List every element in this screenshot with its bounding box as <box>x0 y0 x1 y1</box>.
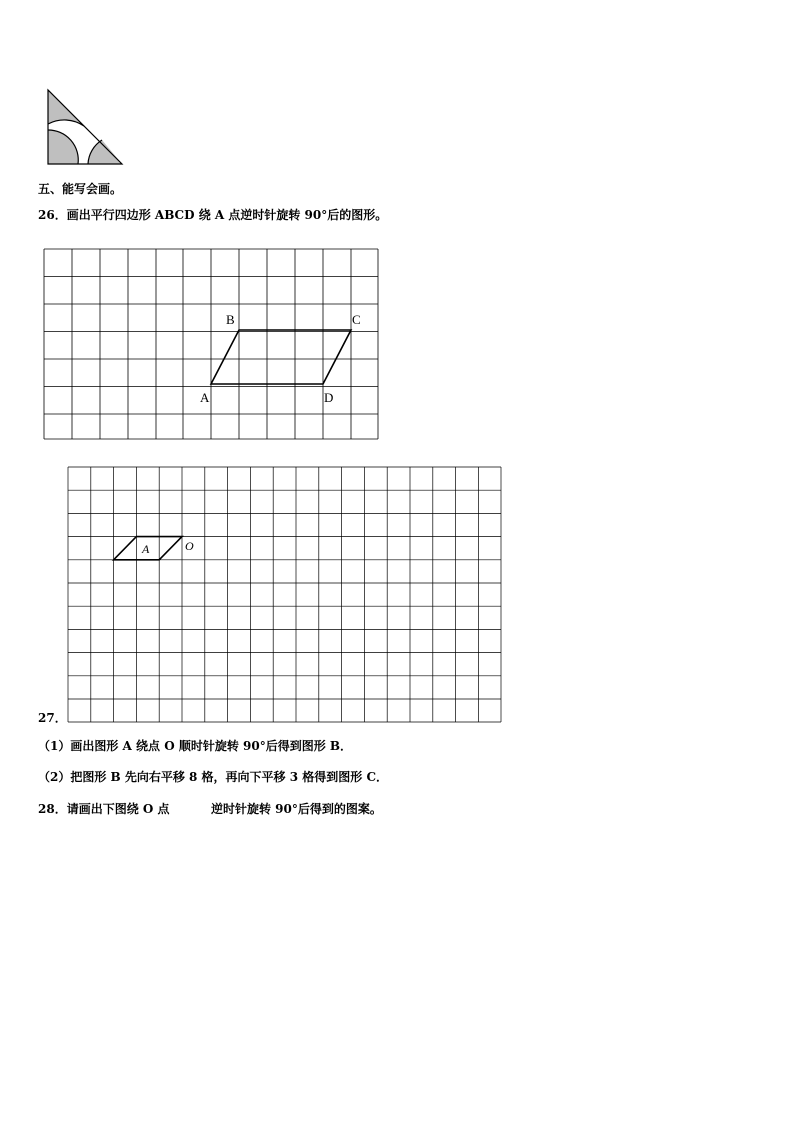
point-o-label: O <box>185 539 194 553</box>
label-b: B <box>226 312 235 327</box>
q26-grid-lines <box>44 249 378 439</box>
shape-a-label: A <box>142 542 150 556</box>
question-27-number: 27． <box>38 711 67 725</box>
q26-grid-figure <box>40 244 385 444</box>
label-c: C <box>352 312 361 327</box>
question-28-text-part1: 28．请画出下图绕 O 点 <box>38 802 170 816</box>
question-27-sub1: （1）画出图形 A 绕点 O 顺时针旋转 90°后得到图形 B． <box>38 739 353 753</box>
section-heading: 五、能写会画。 <box>38 182 123 196</box>
q27-grid-lines <box>68 467 501 722</box>
label-a: A <box>200 390 210 405</box>
label-d: D <box>324 390 334 405</box>
question-26-text: 26．画出平行四边形 ABCD 绕 A 点逆时针旋转 90°后的图形。 <box>38 208 388 222</box>
parallelogram-abcd <box>211 330 351 384</box>
question-27-sub2: （2）把图形 B 先向右平移 8 格，再向下平移 3 格得到图形 C． <box>38 770 388 784</box>
q27-grid-figure <box>66 465 506 725</box>
triangle-arcs-figure <box>44 86 128 170</box>
question-28-text-part2: 逆时针旋转 90°后得到的图案。 <box>211 802 382 816</box>
